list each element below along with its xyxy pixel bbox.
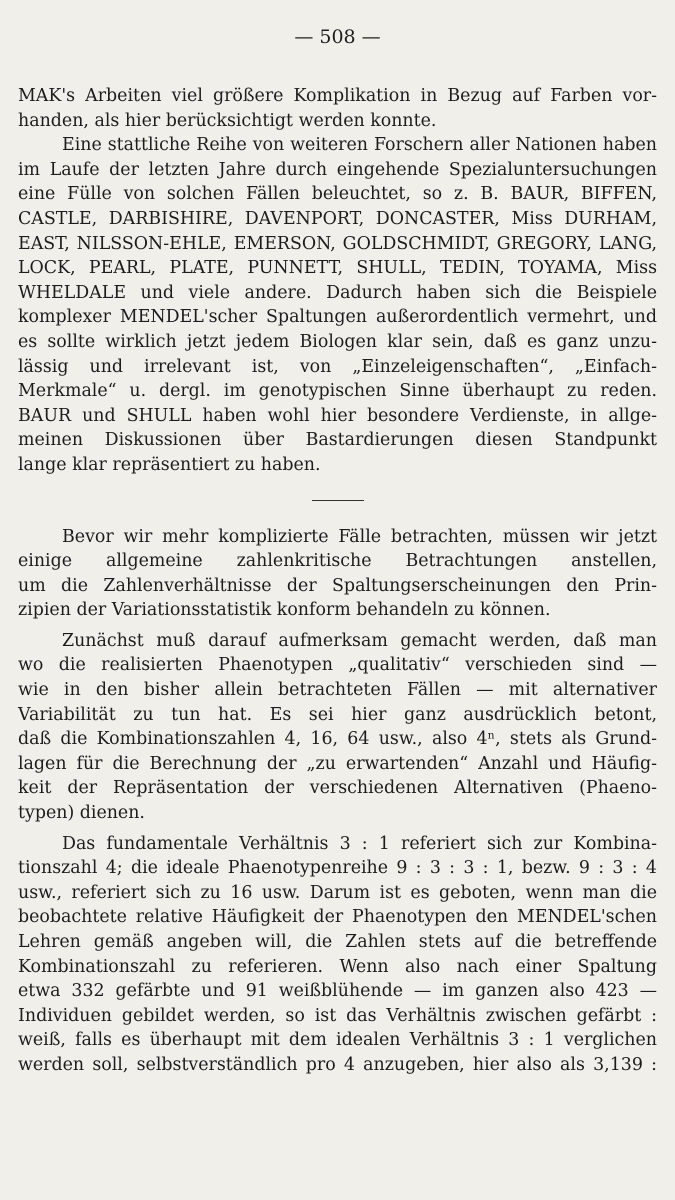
- text-line: wo die realisierten Phaenotypen „qualitativ“ verschieden sind —: [18, 655, 657, 676]
- text-line: Zunächst muß darauf aufmerksam gemacht werden, daß man: [62, 630, 657, 651]
- text-line: werden soll, selbstverständlich pro 4 anzugeben, hier also als 3,139 :: [18, 1054, 657, 1075]
- text-line: zipien der Variationsstatistik konform behandeln zu können.: [18, 600, 551, 621]
- section-divider: [312, 500, 364, 501]
- text-line: WHELDALE und viele andere. Dadurch haben sich die Beispiele: [18, 282, 657, 303]
- text-line: MAK's Arbeiten viel größere Komplikation in Bezug auf Farben vor-: [18, 86, 657, 106]
- paragraph-5: [18, 832, 657, 1078]
- text-line: lagen für die Berechnung der „zu erwartenden“ Anzahl und Häufig-: [18, 753, 657, 774]
- text-line: usw., referiert sich zu 16 usw. Darum ist es geboten, wenn man die: [18, 882, 657, 903]
- text-line: LOCK, PEARL, PLATE, PUNNETT, SHULL, TEDIN, TOYAMA, Miss: [18, 258, 657, 279]
- paragraph-1: [18, 84, 657, 133]
- text-line: wie in den bisher allein betrachteten Fällen — mit alternativer: [18, 680, 657, 701]
- text-line: keit der Repräsentation der verschiedenen Alternativen (Phaeno-: [18, 778, 657, 799]
- paragraph-3: [18, 525, 657, 623]
- text-line: Variabilität zu tun hat. Es sei hier ganz ausdrücklich betont,: [18, 704, 657, 725]
- text-line: Eine stattliche Reihe von weiteren Forschern aller Nationen haben: [62, 135, 657, 156]
- text-line: meinen Diskussionen über Bastardierungen diesen Standpunkt: [18, 430, 657, 451]
- text-line: etwa 332 gefärbte und 91 weißblühende — im ganzen also 423 —: [18, 981, 657, 1002]
- text-line: typen) dienen.: [18, 803, 145, 824]
- paragraph-2: [18, 133, 657, 477]
- text-line: einige allgemeine zahlenkritische Betrachtungen anstellen,: [18, 551, 657, 572]
- text-line: BAUR und SHULL haben wohl hier besondere Verdienste, in allge-: [18, 405, 657, 426]
- text-line: tionszahl 4; die ideale Phaenotypenreihe 9 : 3 : 3 : 1, bezw. 9 : 3 : 4: [18, 858, 657, 879]
- text-line: eine Fülle von solchen Fällen beleuchtet, so z. B. BAUR, BIFFEN,: [18, 184, 657, 205]
- text-line: im Laufe der letzten Jahre durch eingehende Spezialuntersuchungen: [18, 159, 657, 180]
- text-line: EAST, NILSSON-EHLE, EMERSON, GOLDSCHMIDT, GREGORY, LANG,: [18, 233, 657, 254]
- text-line: weiß, falls es überhaupt mit dem idealen Verhältnis 3 : 1 verglichen: [18, 1030, 657, 1051]
- text-line: Lehren gemäß angeben will, die Zahlen stets auf die betreffende: [18, 932, 657, 952]
- text-line: Das fundamentale Verhältnis 3 : 1 referiert sich zur Kombina-: [62, 833, 657, 854]
- paragraph-4: [18, 629, 657, 826]
- text-line: Merkmale“ u. dergl. im genotypischen Sinne überhaupt zu reden.: [18, 381, 657, 402]
- text-line: handen, als hier berücksichtigt werden konnte.: [18, 110, 437, 131]
- text-line: es sollte wirklich jetzt jedem Biologen klar sein, daß es ganz unzu-: [18, 331, 657, 352]
- text-line: beobachtete relative Häufigkeit der Phaenotypen den MENDEL'schen: [18, 907, 657, 928]
- text-line: Individuen gebildet werden, so ist das Verhältnis zwischen gefärbt :: [18, 1005, 657, 1026]
- text-line: um die Zahlenverhältnisse der Spaltungserscheinungen den Prin-: [18, 575, 657, 596]
- text-line: daß die Kombinationszahlen 4, 16, 64 usw., also 4ⁿ, stets als Grund-: [18, 729, 657, 750]
- text-line: Bevor wir mehr komplizierte Fälle betrachten, müssen wir jetzt: [62, 526, 657, 547]
- page-number: — 508 —: [294, 26, 381, 48]
- text-line: komplexer MENDEL'scher Spaltungen außerordentlich vermehrt, und: [18, 307, 657, 328]
- text-line: CASTLE, DARBISHIRE, DAVENPORT, DONCASTER, Miss DURHAM,: [18, 208, 657, 229]
- text-line: lange klar repräsentiert zu haben.: [18, 454, 321, 475]
- text-line: Kombinationszahl zu referieren. Wenn also nach einer Spaltung: [18, 956, 657, 977]
- text-line: lässig und irrelevant ist, von „Einzeleigenschaften“, „Einfach-: [18, 356, 657, 377]
